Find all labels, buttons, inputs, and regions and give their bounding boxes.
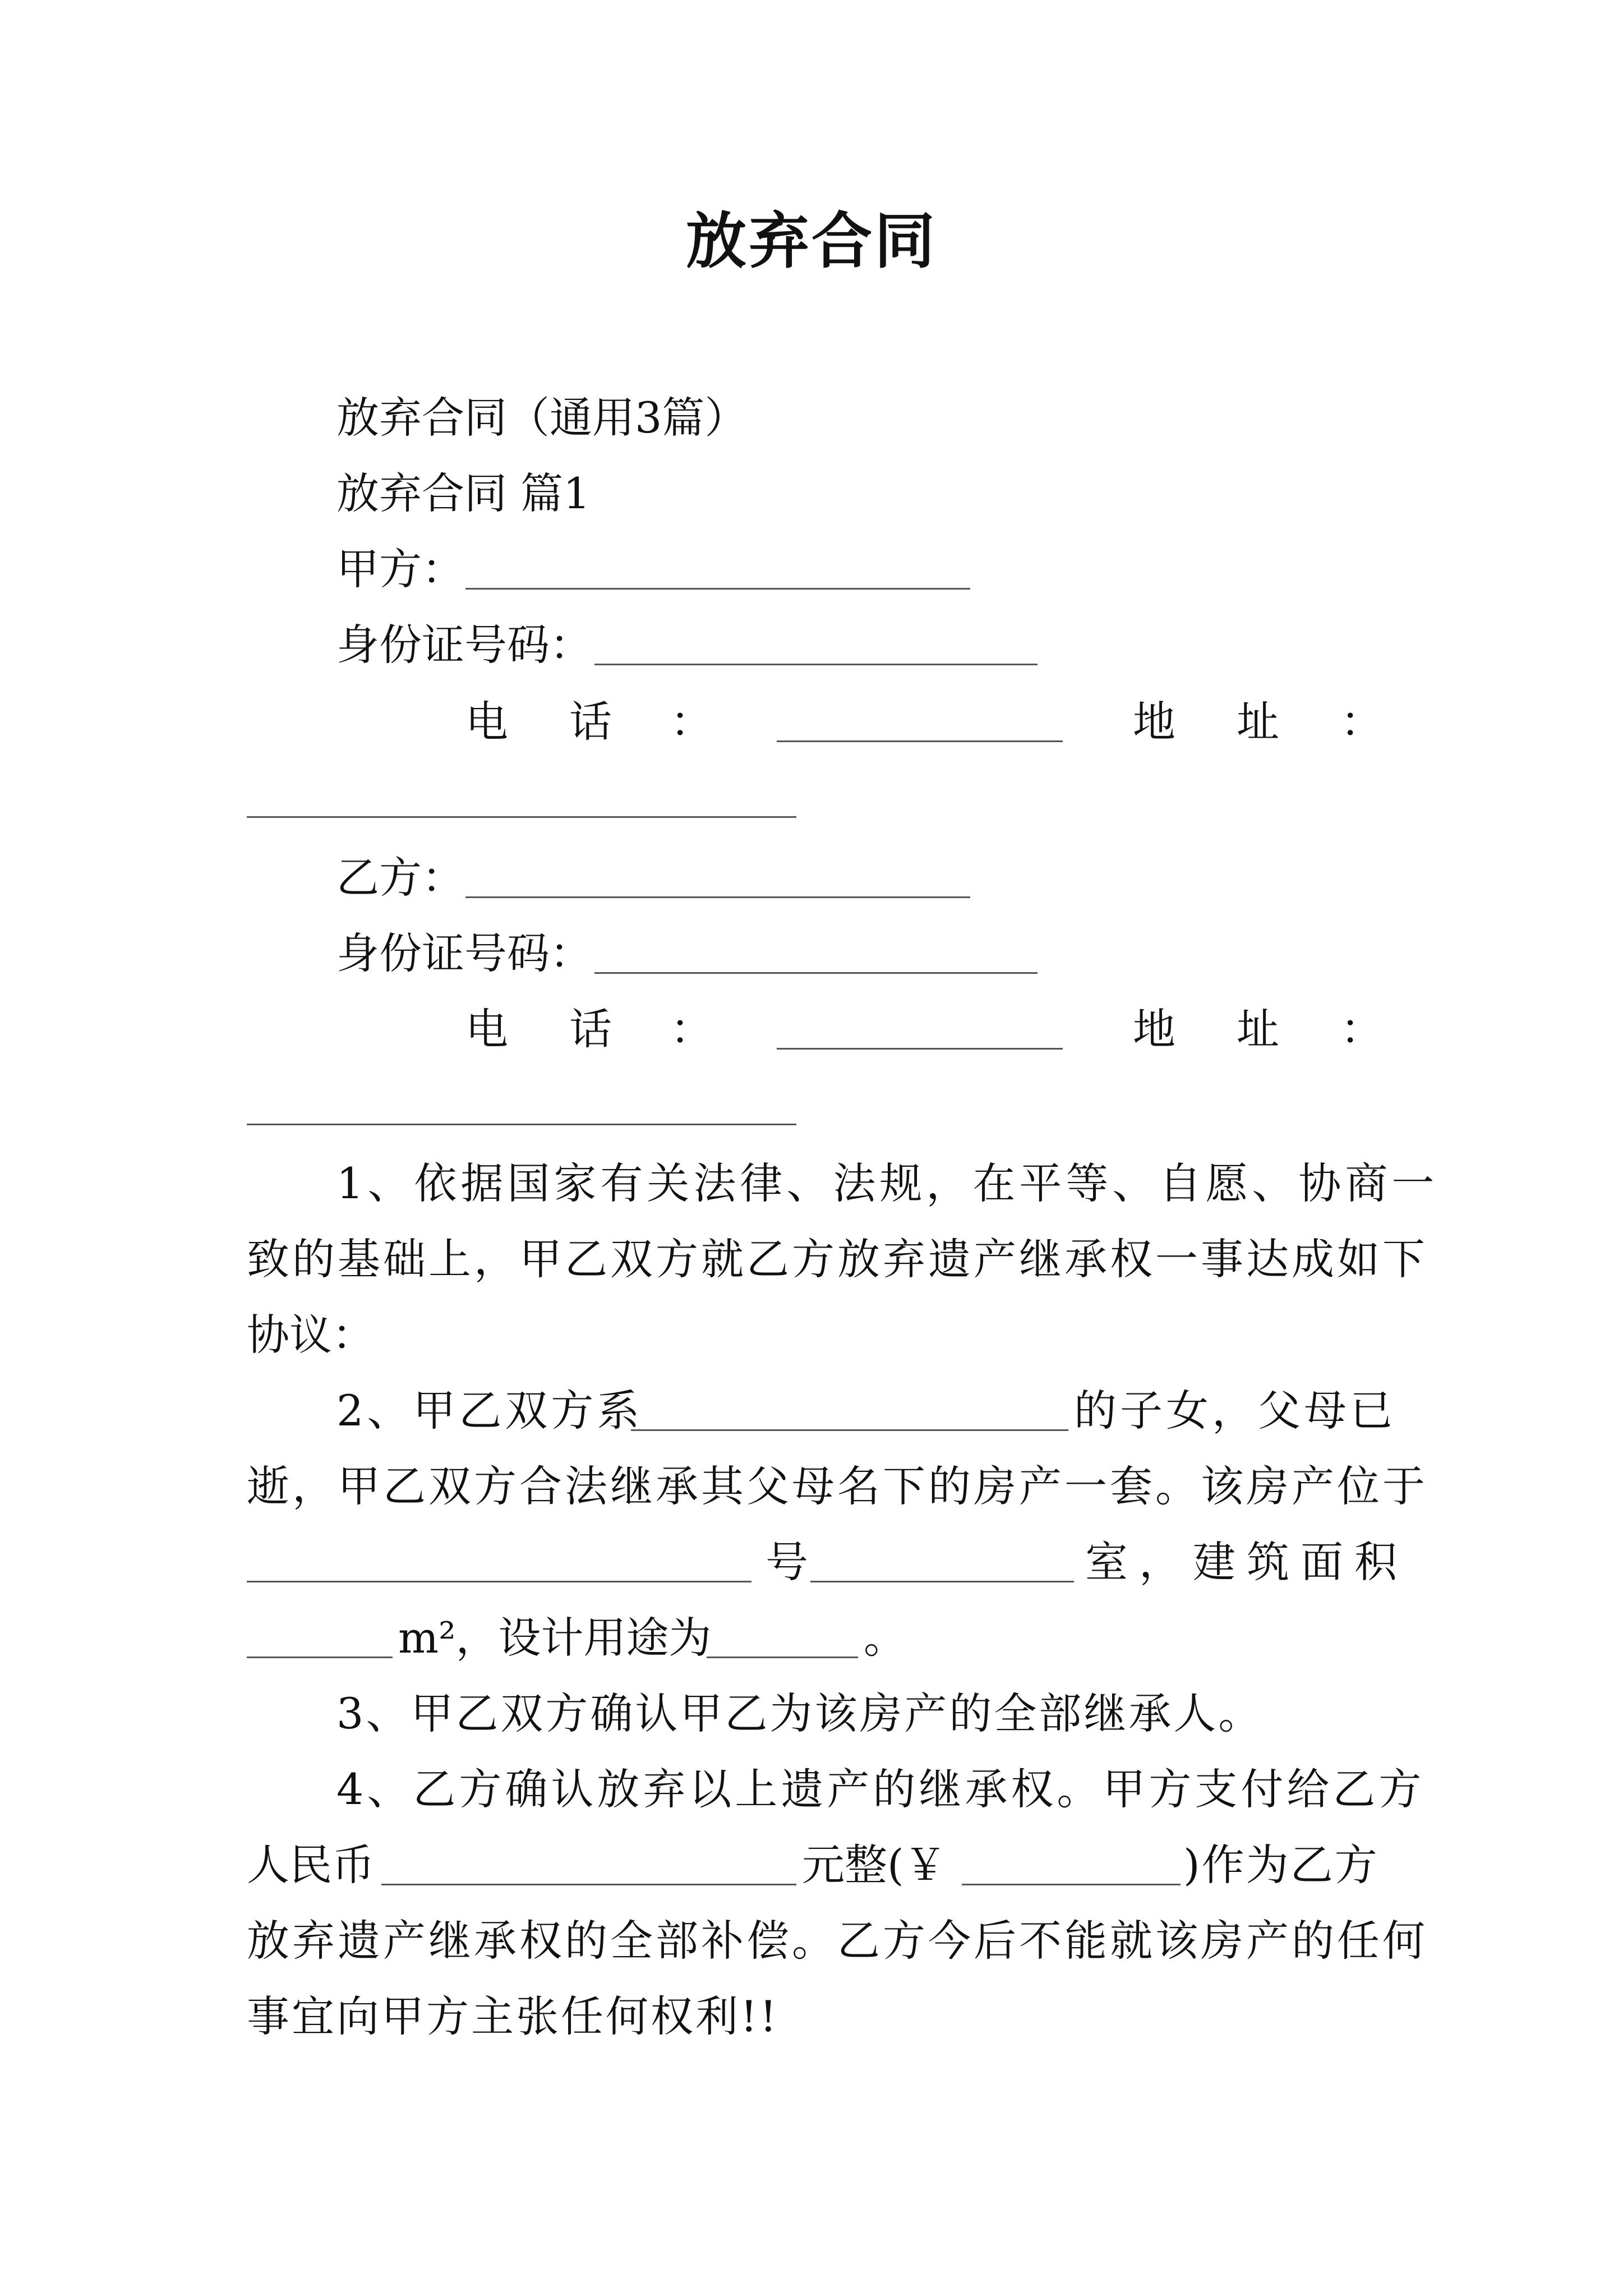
clause-1-line-2: 致的基础上，甲乙双方就乙方放弃遗产继承权一事达成如下 bbox=[247, 1234, 1428, 1284]
party-b-id-label: 身份证号码： bbox=[336, 928, 592, 978]
clause-4-amount-words-blank[interactable] bbox=[381, 1884, 796, 1885]
clause-4-line-3: 放弃遗产继承权的全部补偿。乙方今后不能就该房产的任何 bbox=[247, 1916, 1428, 1966]
party-a-address-colon: ： bbox=[1340, 697, 1383, 747]
clause-1-line-1: 1、依据国家有关法律、法规，在平等、自愿、协商一 bbox=[336, 1158, 1438, 1208]
clause-3: 3、甲乙双方确认甲乙为该房产的全部继承人。 bbox=[336, 1688, 1264, 1738]
party-b-address-char-1: 地 bbox=[1133, 1004, 1175, 1054]
clause-4-line-2b: 元整(￥ bbox=[802, 1840, 947, 1890]
clause-4-amount-num-blank[interactable] bbox=[962, 1884, 1181, 1885]
clause-4-line-1: 4、乙方确认放弃以上遗产的继承权。甲方支付给乙方 bbox=[336, 1764, 1425, 1814]
document-title: 放弃合同 bbox=[685, 206, 937, 277]
clause-4-line-4: 事宜向甲方主张任何权利!! bbox=[247, 1991, 780, 2041]
party-a-address-blank[interactable] bbox=[247, 816, 796, 818]
clause-2-location-blank[interactable] bbox=[247, 1581, 751, 1582]
clause-2-area-unit: m²，设计用途为 bbox=[398, 1613, 712, 1663]
section-heading: 放弃合同 篇1 bbox=[336, 468, 591, 518]
party-b-phone-blank[interactable] bbox=[777, 1048, 1063, 1050]
party-b-address-char-2: 址 bbox=[1237, 1004, 1279, 1054]
clause-2-use-blank[interactable] bbox=[707, 1657, 858, 1658]
party-a-address-char-1: 地 bbox=[1133, 697, 1175, 747]
clause-2-line-1b: 的子女，父母已 bbox=[1074, 1386, 1396, 1435]
party-a-address-char-2: 址 bbox=[1237, 697, 1279, 747]
party-b-phone-char-1: 电 bbox=[465, 1004, 508, 1054]
party-a-blank[interactable] bbox=[465, 588, 970, 590]
party-a-phone-char-2: 话 bbox=[569, 697, 612, 747]
subtitle: 放弃合同（通用3篇） bbox=[336, 393, 748, 443]
clause-2-line-2: 逝，甲乙双方合法继承其父母名下的房产一套。该房产位于 bbox=[247, 1461, 1428, 1511]
party-b-label: 乙方： bbox=[336, 853, 464, 903]
party-b-id-blank[interactable] bbox=[594, 972, 1038, 974]
clause-4-line-2c: )作为乙方 bbox=[1183, 1840, 1379, 1890]
party-b-address-blank[interactable] bbox=[247, 1124, 796, 1125]
clause-1-line-3: 协议： bbox=[247, 1310, 375, 1360]
clause-2-shi: 室，建筑面积 bbox=[1085, 1537, 1408, 1587]
party-b-blank[interactable] bbox=[465, 896, 970, 898]
party-a-id-blank[interactable] bbox=[594, 664, 1038, 665]
clause-2-room-blank[interactable] bbox=[810, 1581, 1074, 1582]
clause-4-line-2a: 人民币 bbox=[247, 1840, 375, 1890]
clause-2-end: 。 bbox=[864, 1613, 906, 1663]
party-b-phone-char-2: 话 bbox=[569, 1004, 612, 1054]
party-b-phone-colon: ： bbox=[670, 1004, 713, 1054]
party-b-address-colon: ： bbox=[1340, 1004, 1383, 1054]
party-a-label: 甲方： bbox=[336, 544, 464, 594]
clause-2-line-1a: 2、甲乙双方系 bbox=[336, 1386, 643, 1435]
party-a-phone-char-1: 电 bbox=[465, 697, 508, 747]
party-a-phone-blank[interactable] bbox=[777, 740, 1063, 742]
party-a-id-label: 身份证号码： bbox=[336, 620, 592, 670]
clause-2-relation-blank[interactable] bbox=[631, 1429, 1068, 1431]
party-a-phone-colon: ： bbox=[670, 697, 713, 747]
clause-2-hao: 号 bbox=[766, 1537, 808, 1587]
clause-2-area-blank[interactable] bbox=[247, 1657, 393, 1658]
